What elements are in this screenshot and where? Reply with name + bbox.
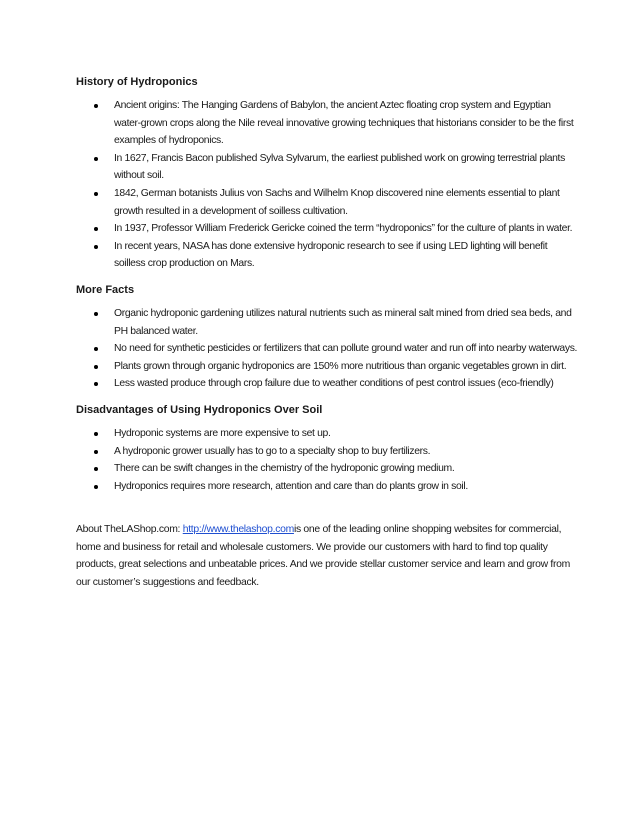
list-item: In 1937, Professor William Frederick Gericke coined the term “hydroponics” for the culture of plants in water. (76, 220, 578, 238)
thelashop-link[interactable]: http://www.thelashop.com (182, 524, 294, 536)
list-item: 1842, German botanists Julius von Sachs and Wilhelm Knop discovered nine elements essential to plant growth resulted in a development of soilless cultivation. (76, 185, 578, 220)
bullet-icon (94, 192, 98, 196)
bullet-icon (94, 245, 98, 249)
bullet-icon (94, 450, 98, 454)
bullet-icon (94, 312, 98, 316)
disadvantages-list (76, 425, 578, 495)
list-item: No need for synthetic pesticides or fertilizers that can pollute ground water and run off into nearby waterways. (76, 340, 578, 358)
section-heading-disadvantages: Disadvantages of Using Hydroponics Over Soil (76, 403, 323, 416)
bullet-icon (94, 382, 98, 386)
bullet-icon (94, 365, 98, 369)
list-item: There can be swift changes in the chemistry of the hydroponic growing medium. (76, 460, 578, 478)
bullet-icon (94, 467, 98, 471)
bullet-icon (94, 104, 98, 108)
about-prefix: About TheLAShop.com: (76, 524, 183, 536)
about-paragraph (76, 521, 578, 591)
list-item: In recent years, NASA has done extensive hydroponic research to see if using LED lighting will benefit soilless crop production on Mars. (76, 238, 578, 273)
list-item: Plants grown through organic hydroponics are 150% more nutritious than organic vegetables grown in dirt. (76, 358, 578, 376)
list-item: Hydroponic systems are more expensive to set up. (76, 425, 578, 443)
bullet-icon (94, 157, 98, 161)
section-heading-more-facts: More Facts (76, 283, 135, 296)
more-facts-list (76, 305, 578, 393)
bullet-icon (94, 227, 98, 231)
bullet-icon (94, 432, 98, 436)
section-heading-history: History of Hydroponics (76, 76, 198, 88)
history-list (76, 97, 578, 273)
list-item: Hydroponics requires more research, attention and care than do plants grow in soil. (76, 478, 578, 496)
section-disadvantages (76, 403, 578, 495)
list-item: Organic hydroponic gardening utilizes natural nutrients such as mineral salt mined from dried sea beds, and PH balanced water. (76, 305, 578, 340)
bullet-icon (94, 485, 98, 489)
section-history (76, 75, 578, 273)
list-item: Ancient origins: The Hanging Gardens of Babylon, the ancient Aztec floating crop system and Egyptian water-grown crops along the Nile reveal innovative growing techniques that historians consider to be the first examples of hydroponics. (76, 97, 578, 150)
section-more-facts (76, 283, 578, 393)
about-suffix: is one of the leading online shopping websites for commercial, home and business for retail and wholesale customers. We provide our customers with hard to find top quality products, great selections and unbeatable prices. And we provide stellar customer service and learn and grow from our customer’s suggestions and feedback. (76, 524, 570, 589)
list-item: In 1627, Francis Bacon published Sylva Sylvarum, the earliest published work on growing terrestrial plants without soil. (76, 150, 578, 185)
list-item: Less wasted produce through crop failure due to weather conditions of pest control issues (eco-friendly) (76, 375, 578, 393)
list-item: A hydroponic grower usually has to go to a specialty shop to buy fertilizers. (76, 443, 578, 461)
bullet-icon (94, 347, 98, 351)
